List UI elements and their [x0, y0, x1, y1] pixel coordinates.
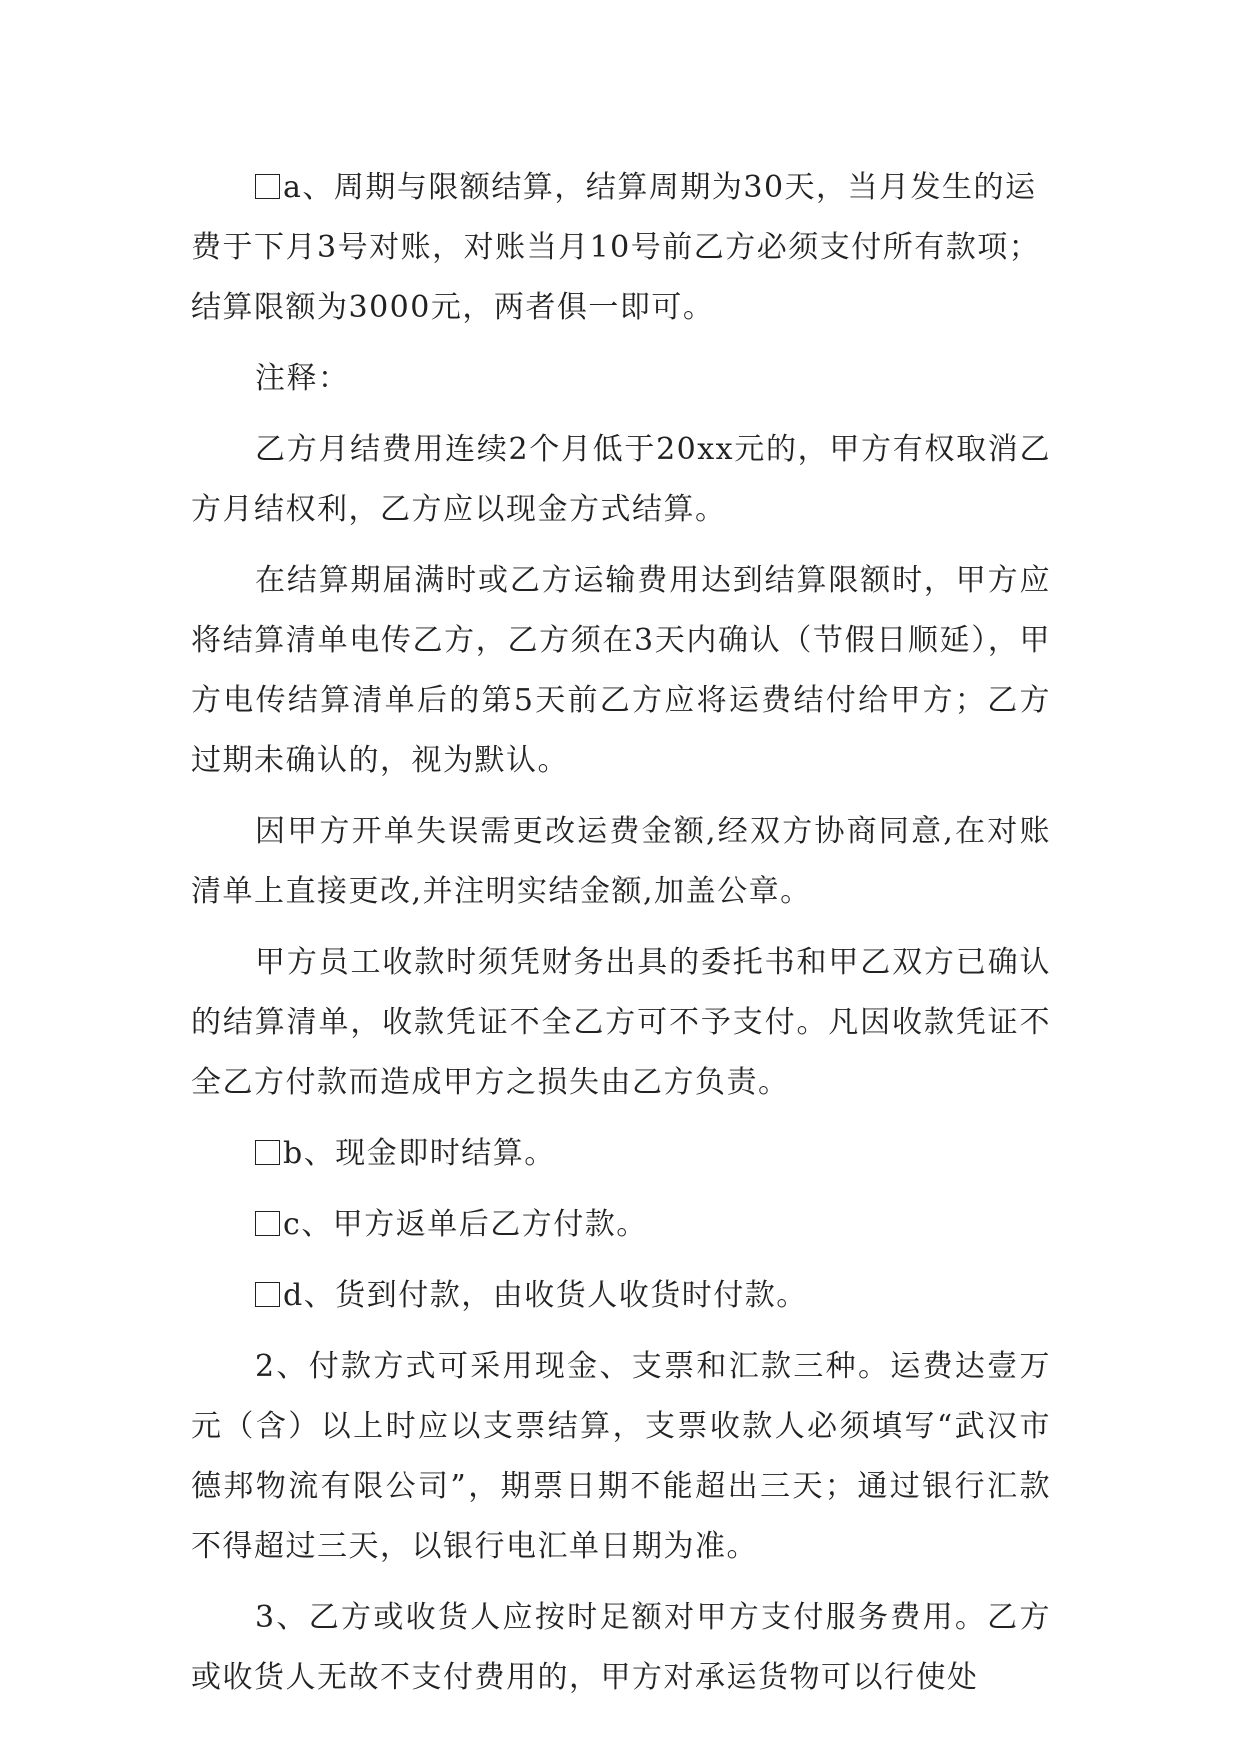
- note-paragraph-1: 乙方月结费用连续2个月低于20xx元的，甲方有权取消乙方月结权利，乙方应以现金方式结算。: [191, 432, 1051, 527]
- document-page: [191, 158, 1051, 1719]
- option-c: [191, 1195, 1051, 1255]
- clause-3: 3、乙方或收货人应按时足额对甲方支付服务费用。乙方或收货人无故不支付费用的，甲方对承运货物可以行使处: [191, 1600, 1051, 1695]
- option-a-text: a、周期与限额结算，结算周期为30天，当月发生的运费于下月3号对账，对账当月10号前乙方必须支付所有款项；结算限额为3000元，两者俱一即可。: [191, 170, 1041, 325]
- option-b: [191, 1124, 1051, 1184]
- option-b-text: b、现金即时结算。: [283, 1136, 556, 1171]
- checkbox-icon[interactable]: [255, 1211, 280, 1236]
- option-a: [191, 158, 1051, 338]
- note-paragraph-2: 在结算期届满时或乙方运输费用达到结算限额时，甲方应将结算清单电传乙方，乙方须在3天内确认（节假日顺延），甲方电传结算清单后的第5天前乙方应将运费结付给甲方；乙方过期未确认的，视为默认。: [191, 563, 1051, 778]
- option-d-text: d、货到付款，由收货人收货时付款。: [283, 1278, 808, 1313]
- note-paragraph-4: 甲方员工收款时须凭财务出具的委托书和甲乙双方已确认的结算清单，收款凭证不全乙方可不予支付。凡因收款凭证不全乙方付款而造成甲方之损失由乙方负责。: [191, 945, 1051, 1100]
- note-paragraph-3: 因甲方开单失误需更改运费金额,经双方协商同意,在对账清单上直接更改,并注明实结金额,加盖公章。: [191, 814, 1051, 909]
- note-label: 注释：: [255, 361, 350, 396]
- checkbox-icon[interactable]: [255, 174, 280, 199]
- checkbox-icon[interactable]: [255, 1140, 280, 1165]
- option-c-text: c、甲方返单后乙方付款。: [283, 1207, 648, 1242]
- checkbox-icon[interactable]: [255, 1282, 280, 1307]
- option-d: [191, 1266, 1051, 1326]
- clause-2: 2、付款方式可采用现金、支票和汇款三种。运费达壹万元（含）以上时应以支票结算，支票收款人必须填写“武汉市德邦物流有限公司”，期票日期不能超出三天；通过银行汇款不得超过三天，以银行电汇单日期为准。: [191, 1349, 1051, 1564]
